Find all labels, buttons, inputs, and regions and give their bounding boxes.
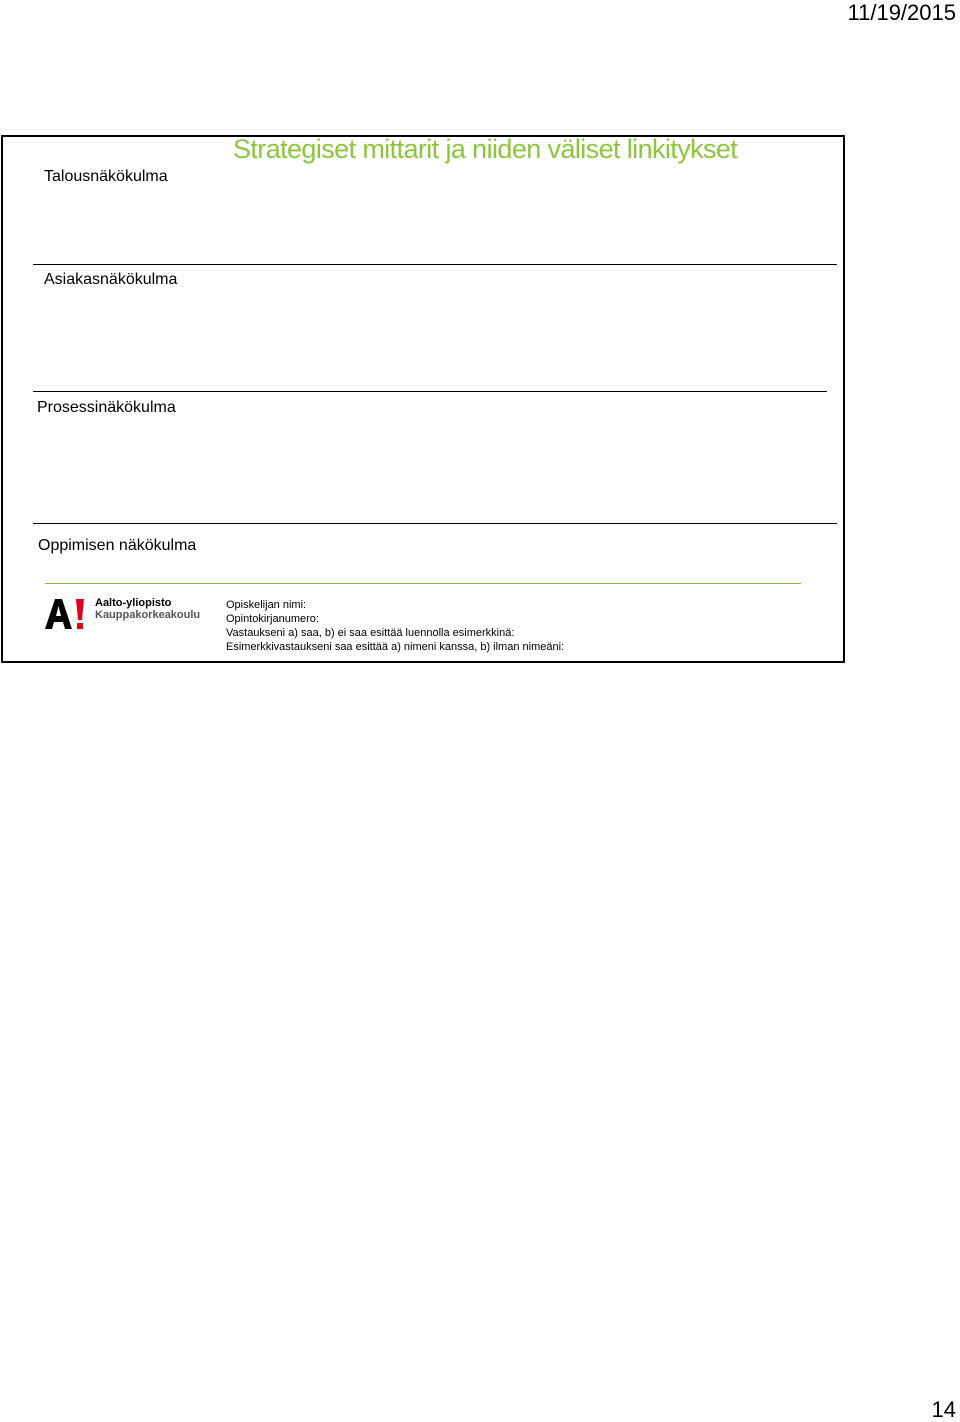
info-line-student-name: Opiskelijan nimi: [226,599,307,611]
student-info-block [226,598,564,654]
info-line-example-consent: Esimerkkivastaukseni saa esittää a) nimeni kanssa, b) ilman nimeäni: [226,641,565,653]
perspective-label-customer: Asiakasnäkökulma [44,271,178,288]
perspective-label-learning: Oppimisen näkökulma [38,537,197,554]
perspective-label-finance: Talousnäkökulma [44,168,168,185]
page-number: 14 [931,1397,956,1422]
slide-frame [1,135,845,663]
logo-text-school: Kauppakorkeakoulu [95,609,201,621]
aalto-logo-mark-icon [45,597,91,631]
aalto-logo [45,597,205,631]
logo-text-university: Aalto-yliopisto [95,597,172,609]
info-line-student-number: Opintokirjanumero: [226,613,319,625]
divider-line [33,523,837,524]
page-date: 11/19/2015 [847,0,956,25]
footer-divider-line [45,583,801,584]
slide-title: Strategiset mittarit ja niiden väliset linkitykset [233,134,738,164]
info-line-answer-consent: Vastaukseni a) saa, b) ei saa esittää luennolla esimerkkinä: [226,627,515,639]
divider-line [33,264,837,265]
perspective-label-process: Prosessinäkökulma [37,399,176,416]
divider-line [33,391,827,392]
